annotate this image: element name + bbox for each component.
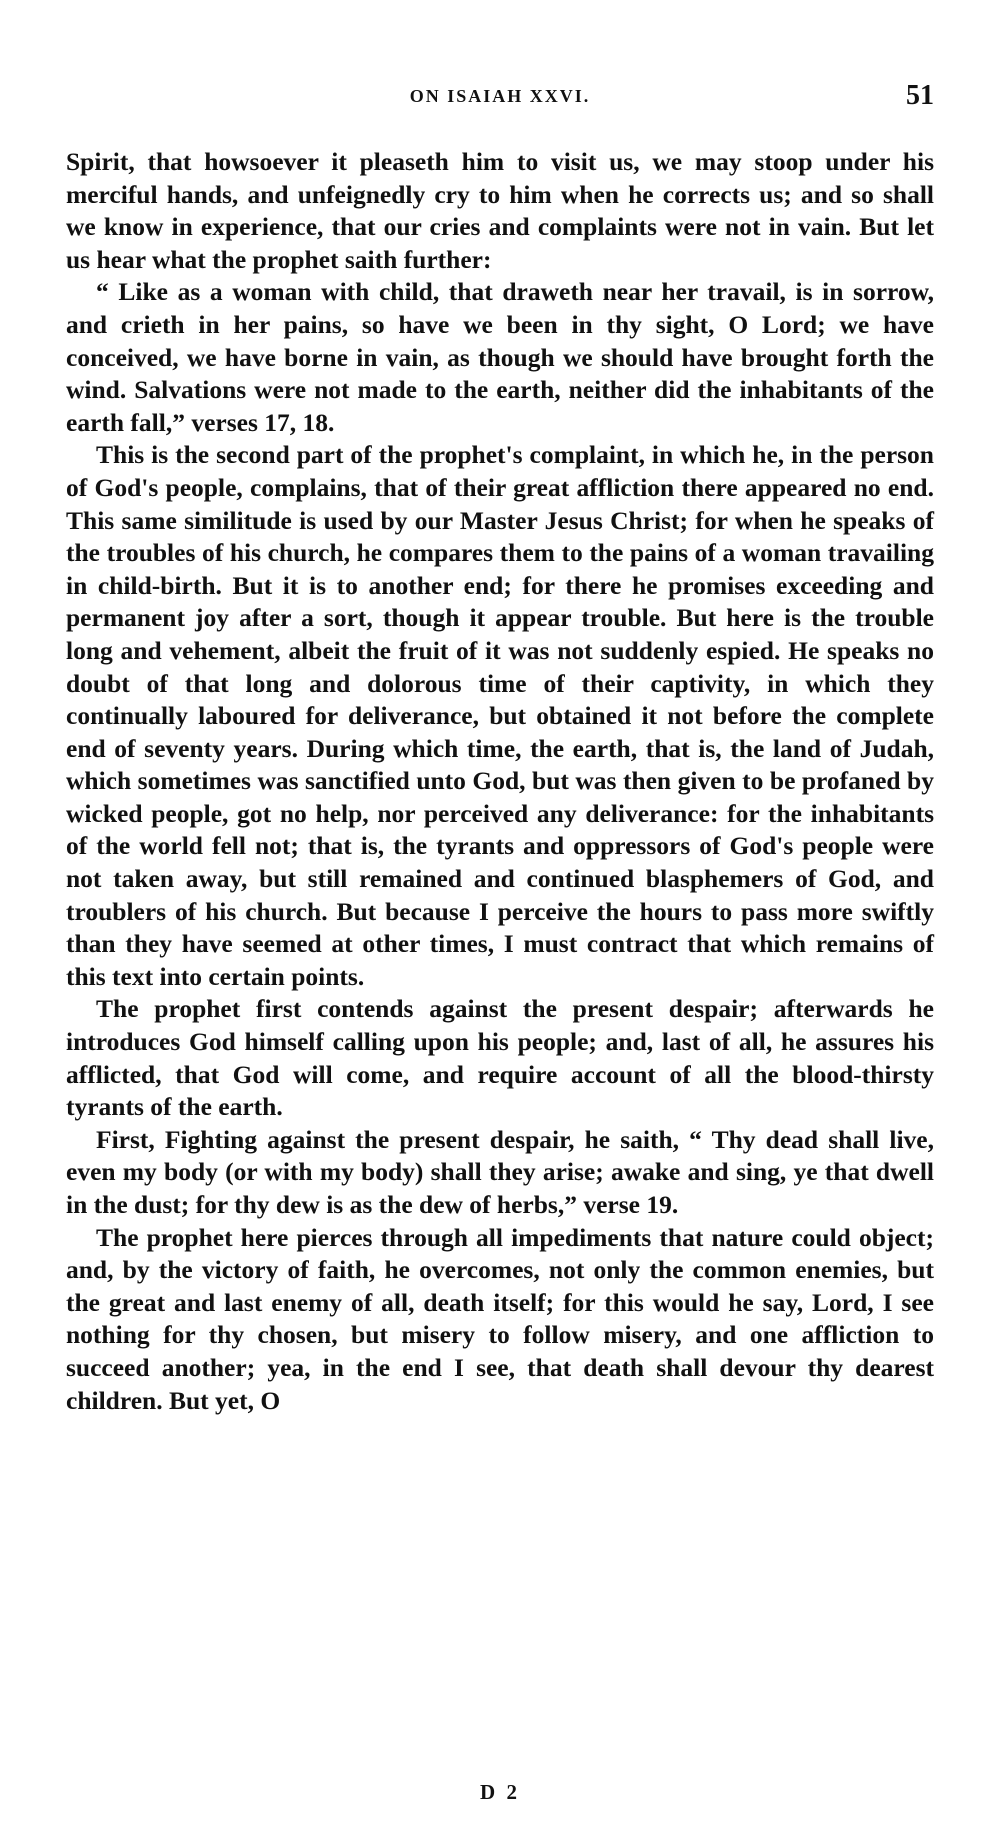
paragraph-prophet-contends: The prophet first contends against the present despair; afterwards he introduces God himself calling upon his people; and, last of all, he assures his afflicted, that God will come, and require account of all the blood-thirsty tyrants of the earth. [66, 994, 934, 1122]
paragraph-quotation-verses-17-18: “ Like as a woman with child, that draweth near her travail, is in sorrow, and crieth in her pains, so have we been in thy sight, O Lord; we have conceived, we have borne in vain, as though we should have brought forth the wind. Salvations were not made to the earth, neither did the inhabitants of the earth fall,” verses 17, 18. [66, 277, 934, 437]
paragraph-impediments: The prophet here pierces through all impediments that nature could object; and, by the victory of faith, he overcomes, not only the common enemies, but the great and last enemy of all, death itself; for this would he say, Lord, I see nothing for thy chosen, but misery to follow misery, and one affliction to succeed another; yea, in the end I see, that death shall devour thy dearest children. But yet, O [66, 1222, 934, 1415]
page-number: 51 [906, 80, 934, 111]
running-title: ON ISAIAH XXVI. [409, 86, 591, 106]
paragraph-continued: Spirit, that howsoever it pleaseth him to visit us, we may stoop under his merciful hands, and unfeignedly cry to him when he corrects us; and so shall we know in experience, that our cries and complaints were not in vain. But let us hear what the prophet saith further: [66, 147, 934, 274]
paragraph-second-part-complaint: This is the second part of the prophet's complaint, in which he, in the person of God's people, complains, that of their great affliction there appeared no end. This same similitude is used by our Master Jesus Christ; for when he speaks of the troubles of his church, he compares them to the pains of a woman travailing in child-birth. But it is to another end; for there he promises exceeding and permanent joy after a sort, though it appear trouble. But here is the trouble long and vehement, albeit the fruit of it was not suddenly espied. He speaks no doubt of that long and dolorous time of their captivity, in which they continually laboured for deliverance, but obtained it not before the complete end of seventy years. During which time, the earth, that is, the land of Judah, which sometimes was sanctified unto God, but was then given to be profaned by wicked people, got no help, nor perceived any deliverance: for the inhabitants of the world fell not; that is, the tyrants and oppressors of God's people were not taken away, but still remained and continued blasphemers of God, and troublers of his church. But because I perceive the hours to pass more swiftly than they have seemed at other times, I must contract that which remains of this text into certain points. [66, 440, 934, 991]
running-head [66, 80, 934, 114]
signature-mark: D 2 [480, 1780, 520, 1804]
paragraph-verse-19: First, Fighting against the present despair, he saith, “ Thy dead shall live, even my body (or with my body) shall they arise; awake and sing, ye that dwell in the dust; for thy dew is as the dew of herbs,” verse 19. [66, 1124, 934, 1219]
body-text [66, 146, 934, 1417]
